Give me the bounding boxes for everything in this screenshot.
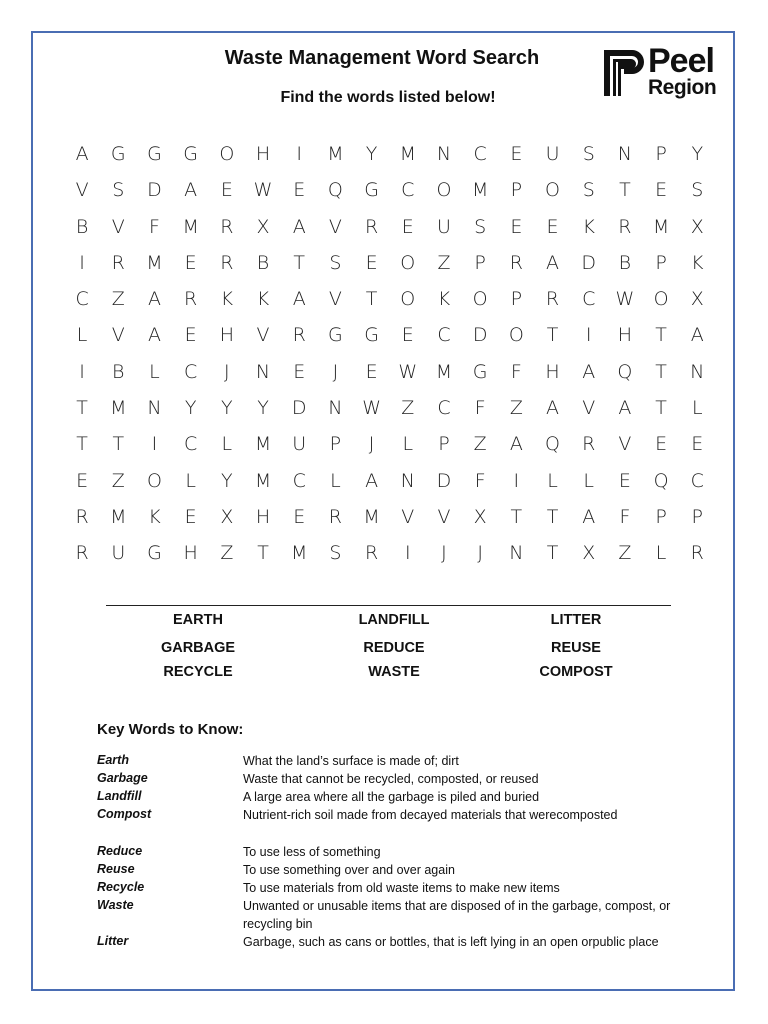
grid-letter[interactable]: U [111,542,126,565]
word-search-grid [64,140,716,576]
grid-letter[interactable]: P [691,505,704,528]
grid-letter[interactable]: G [110,143,126,165]
grid-letter[interactable]: X [690,215,704,238]
grid-letter[interactable]: F [510,360,522,383]
grid-letter[interactable]: W [615,288,635,311]
grid-letter[interactable]: K [582,215,595,238]
grid-letter[interactable]: M [254,433,272,456]
grid-letter[interactable]: T [257,542,269,565]
page-subtitle: Find the words listed below! [280,89,496,106]
grid-letter[interactable]: P [655,143,667,165]
grid-letter[interactable]: Z [618,542,632,565]
grid-letter[interactable]: E [184,505,197,528]
grid-letter[interactable]: O [653,288,669,311]
grid-letter[interactable]: E [546,215,559,238]
grid-letter[interactable]: C [437,324,451,347]
grid-letter[interactable]: X [582,542,596,565]
grid-letter[interactable]: A [147,324,161,347]
grid-letter[interactable]: P [329,433,342,456]
grid-letter[interactable]: E [401,324,414,347]
grid-letter[interactable]: G [183,143,199,165]
grid-letter[interactable]: A [75,143,89,165]
key-word-definition: To use something over and over again [243,863,455,877]
key-word-definition: To use less of something [243,845,381,859]
grid-letter[interactable]: E [184,324,197,347]
grid-letter[interactable]: R [364,542,379,565]
grid-letter[interactable]: J [441,542,447,565]
grid-letter[interactable]: V [75,179,89,202]
word-bank-word: LANDFILL [358,612,430,628]
grid-letter[interactable]: T [655,324,667,347]
grid-letter[interactable]: R [184,288,198,311]
grid-letter[interactable]: E [365,360,378,383]
grid-letter[interactable]: L [655,542,667,565]
grid-letter[interactable]: H [255,505,271,528]
grid-letter[interactable]: P [655,505,667,528]
grid-letter[interactable]: O [146,469,162,492]
grid-letter[interactable]: Q [327,179,343,202]
grid-letter[interactable]: R [690,542,704,565]
grid-letter[interactable]: A [546,251,560,274]
grid-letter[interactable]: P [438,433,450,456]
grid-letter[interactable]: A [582,360,596,383]
grid-letter[interactable]: N [147,397,162,420]
grid-letter[interactable]: J [224,360,230,383]
grid-letter[interactable]: Z [509,397,523,420]
key-word-term: Recycle [97,880,145,894]
word-bank-row [0,612,768,634]
grid-letter[interactable]: D [147,179,162,202]
grid-letter[interactable]: Z [111,469,125,492]
grid-letter[interactable]: F [619,505,631,528]
grid-letter[interactable]: T [365,288,378,311]
grid-letter[interactable]: C [184,433,198,456]
grid-letter[interactable]: A [618,397,632,420]
grid-letter[interactable]: D [436,469,452,492]
grid-letter[interactable]: M [471,179,489,202]
grid-letter[interactable]: I [79,360,85,383]
grid-letter[interactable]: M [291,542,308,565]
grid-row [64,140,716,176]
grid-letter[interactable]: O [400,251,416,274]
word-bank-word: COMPOST [539,664,613,680]
grid-row [64,394,716,430]
grid-letter[interactable]: E [293,505,306,528]
grid-letter[interactable]: G [147,143,162,165]
grid-letter[interactable]: S [582,179,595,202]
grid-letter[interactable]: N [617,143,633,165]
grid-letter[interactable]: L [547,469,558,492]
grid-letter[interactable]: A [292,215,306,238]
grid-letter[interactable]: E [184,251,197,274]
grid-row [64,467,716,503]
grid-letter[interactable]: S [329,251,342,274]
grid-letter[interactable]: V [111,215,125,238]
grid-letter[interactable]: B [112,360,125,383]
grid-row [64,176,716,212]
grid-letter[interactable]: O [472,288,488,311]
grid-letter[interactable]: E [618,469,631,492]
grid-letter[interactable]: G [328,324,343,347]
grid-letter[interactable]: W [398,360,418,383]
grid-letter[interactable]: Z [401,397,415,420]
key-word-term: Litter [97,934,129,948]
grid-letter[interactable]: R [364,215,379,238]
word-bank-row [0,664,768,686]
grid-letter[interactable]: N [328,397,343,420]
grid-letter[interactable]: Y [691,143,704,165]
grid-letter[interactable]: C [690,469,704,492]
grid-letter[interactable]: N [436,143,452,165]
grid-letter[interactable]: T [546,505,559,528]
grid-letter[interactable]: O [219,143,235,165]
grid-letter[interactable]: G [472,360,488,383]
grid-letter[interactable]: Z [220,542,234,565]
grid-letter[interactable]: H [545,360,560,383]
grid-letter[interactable]: C [582,288,596,311]
grid-letter[interactable]: R [292,324,306,347]
grid-letter[interactable]: M [363,505,380,528]
grid-letter[interactable]: T [76,397,88,420]
peel-region-logo [602,44,727,100]
grid-letter[interactable]: M [327,143,344,165]
grid-letter[interactable]: V [618,433,632,456]
grid-letter[interactable]: Y [257,397,269,420]
grid-letter[interactable]: S [112,179,125,202]
grid-letter[interactable]: T [76,433,88,456]
grid-letter[interactable]: R [111,251,125,274]
grid-letter[interactable]: A [147,288,161,311]
grid-letter[interactable]: Q [545,433,561,456]
grid-letter[interactable]: L [691,397,703,420]
word-bank-word: REUSE [551,640,601,656]
grid-letter[interactable]: Z [473,433,487,456]
grid-letter[interactable]: R [220,251,234,274]
grid-letter[interactable]: G [364,179,379,202]
key-words-heading: Key Words to Know: [97,721,244,738]
grid-letter[interactable]: S [582,143,595,165]
grid-letter[interactable]: Z [437,251,451,274]
grid-letter[interactable]: L [149,360,160,383]
grid-letter[interactable]: J [332,360,339,383]
grid-letter[interactable]: F [474,469,486,492]
page-title: Waste Management Word Search [224,47,540,69]
key-word-definition: What the land’s surface is made of; dirt [243,754,459,768]
grid-letter[interactable]: B [75,215,89,238]
grid-letter[interactable]: B [618,251,632,274]
grid-letter[interactable]: W [362,397,381,420]
grid-letter[interactable]: H [617,324,633,347]
grid-letter[interactable]: V [328,215,342,238]
grid-letter[interactable]: E [691,433,704,456]
word-bank-word: RECYCLE [163,664,233,680]
grid-letter[interactable]: E [510,143,523,165]
grid-letter[interactable]: N [509,542,524,565]
grid-letter[interactable]: L [221,433,233,456]
grid-row [64,285,716,321]
grid-letter[interactable]: E [220,179,233,202]
grid-letter[interactable]: D [291,397,307,420]
key-word-definition: Waste that cannot be recycled, composted, or reused [243,772,539,786]
grid-letter[interactable]: V [401,505,415,528]
grid-letter[interactable]: E [655,179,668,202]
grid-letter[interactable]: T [293,251,306,274]
grid-letter[interactable]: K [220,288,234,311]
grid-letter[interactable]: E [401,215,414,238]
grid-letter[interactable]: X [473,505,487,528]
grid-letter[interactable]: S [329,542,342,565]
grid-letter[interactable]: U [545,143,560,165]
grid-letter[interactable]: K [256,288,270,311]
logo-sub: Region [648,76,717,99]
grid-row [64,213,716,249]
divider [106,605,671,606]
grid-letter[interactable]: S [474,215,487,238]
grid-letter[interactable]: I [404,542,411,565]
grid-letter[interactable]: U [292,433,307,456]
grid-letter[interactable]: E [365,251,378,274]
grid-letter[interactable]: A [546,397,560,420]
grid-letter[interactable]: I [151,433,158,456]
grid-letter[interactable]: T [112,433,125,456]
grid-letter[interactable]: K [148,505,161,528]
grid-letter[interactable]: I [585,324,592,347]
grid-row [64,249,716,285]
grid-letter[interactable]: V [111,324,125,347]
grid-letter[interactable]: U [437,215,451,238]
grid-letter[interactable]: W [253,179,273,202]
grid-letter[interactable]: R [618,215,632,238]
grid-letter[interactable]: A [292,288,306,311]
grid-letter[interactable]: N [690,360,705,383]
grid-letter[interactable]: R [328,505,342,528]
grid-letter[interactable]: X [256,215,270,238]
grid-letter[interactable]: I [79,251,85,274]
grid-letter[interactable]: F [474,397,486,420]
grid-letter[interactable]: D [581,251,597,274]
grid-letter[interactable]: N [400,469,415,492]
key-word-definition: Nutrient-rich soil made from decayed materials that werecomposted [243,808,618,822]
grid-letter[interactable]: O [436,179,452,202]
grid-letter[interactable]: G [147,542,162,565]
grid-letter[interactable]: Y [184,397,197,420]
grid-letter[interactable]: T [546,324,559,347]
grid-letter[interactable]: E [76,469,89,492]
grid-letter[interactable]: C [437,397,451,420]
word-bank-word: EARTH [173,612,223,628]
grid-letter[interactable]: T [655,360,667,383]
grid-letter[interactable]: C [473,143,487,165]
key-word-term: Waste [97,898,134,912]
grid-letter[interactable]: I [513,469,520,492]
grid-letter[interactable]: Y [221,469,233,492]
grid-letter[interactable]: L [76,324,88,347]
key-word-term: Earth [97,753,129,767]
grid-letter[interactable]: J [368,433,375,456]
grid-letter[interactable]: C [292,469,306,492]
key-word-term: Compost [97,807,152,821]
grid-row [64,430,716,466]
grid-letter[interactable]: A [509,433,523,456]
grid-letter[interactable]: E [655,433,668,456]
word-bank-word: REDUCE [363,640,425,656]
grid-letter[interactable]: E [510,215,523,238]
word-bank-row [0,640,768,662]
grid-letter[interactable]: A [365,469,379,492]
word-bank-word: LITTER [550,612,602,628]
key-word-definition: Garbage, such as cans or bottles, that is left lying in an open orpublic place [243,935,659,949]
grid-letter[interactable]: R [75,505,89,528]
key-word-definition: To use materials from old waste items to make new items [243,881,560,895]
key-word-definition: Unwanted or unusable items that are disposed of in the garbage, compost, or recycling bin [243,899,671,931]
grid-letter[interactable]: Y [365,143,378,165]
grid-letter[interactable]: O [508,324,524,347]
peel-logo-mark-icon [602,44,646,98]
grid-letter[interactable]: E [293,179,306,202]
grid-letter[interactable]: X [220,505,234,528]
grid-letter[interactable]: X [690,288,704,311]
grid-letter[interactable]: I [296,143,303,165]
grid-letter[interactable]: R [582,433,596,456]
grid-letter[interactable]: A [690,324,704,347]
grid-letter[interactable]: M [110,397,127,420]
grid-letter[interactable]: Y [221,397,233,420]
grid-letter[interactable]: T [546,542,559,565]
grid-letter[interactable]: M [399,143,416,165]
grid-letter[interactable]: Q [653,469,669,492]
grid-letter[interactable]: C [184,360,198,383]
grid-letter[interactable]: A [582,505,596,528]
grid-letter[interactable]: N [255,360,271,383]
grid-letter[interactable]: P [474,251,486,274]
grid-letter[interactable]: L [185,469,196,492]
grid-letter[interactable]: T [655,397,667,420]
grid-letter[interactable]: E [293,360,306,383]
grid-letter[interactable]: C [75,288,89,311]
grid-letter[interactable]: K [437,288,451,311]
grid-letter[interactable]: Z [111,288,125,311]
grid-row [64,321,716,357]
word-bank-word: GARBAGE [160,640,236,656]
grid-letter[interactable]: O [400,288,416,311]
grid-letter[interactable]: R [220,215,234,238]
grid-letter[interactable]: B [256,251,270,274]
grid-letter[interactable]: V [328,288,342,311]
grid-letter[interactable]: L [583,469,595,492]
grid-letter[interactable]: P [655,251,667,274]
grid-letter[interactable]: G [364,324,379,347]
grid-letter[interactable]: V [256,324,270,347]
grid-letter[interactable]: T [619,179,631,202]
grid-letter[interactable]: M [435,360,453,383]
logo-name: Peel [648,42,714,80]
grid-letter[interactable]: S [691,179,704,202]
grid-letter[interactable]: M [110,505,127,528]
grid-letter[interactable]: O [545,179,561,202]
grid-row [64,539,716,575]
grid-letter[interactable]: R [75,542,89,565]
key-word-term: Reduce [97,844,143,858]
grid-letter[interactable]: H [255,143,271,165]
grid-letter[interactable]: F [149,215,160,238]
grid-letter[interactable]: H [219,324,234,347]
grid-letter[interactable]: M [182,215,199,238]
key-word-term: Garbage [97,771,148,785]
grid-letter[interactable]: R [509,251,523,274]
grid-letter[interactable]: D [472,324,488,347]
grid-letter[interactable]: M [652,215,670,238]
grid-letter[interactable]: K [691,251,704,274]
grid-letter[interactable]: P [510,179,523,202]
grid-letter[interactable]: Q [617,360,633,383]
grid-row [64,358,716,394]
grid-letter[interactable]: H [183,542,198,565]
grid-letter[interactable]: P [510,288,523,311]
grid-letter[interactable]: V [582,397,596,420]
grid-letter[interactable]: L [330,469,341,492]
key-word-term: Landfill [97,789,142,803]
grid-letter[interactable]: J [477,542,483,565]
word-bank-word: WASTE [368,664,420,680]
key-word-term: Reuse [97,862,135,876]
grid-letter[interactable]: C [401,179,415,202]
grid-letter[interactable]: M [146,251,163,274]
key-word-definition: A large area where all the garbage is piled and buried [243,790,540,804]
grid-letter[interactable]: L [402,433,414,456]
grid-letter[interactable]: A [184,179,198,202]
grid-letter[interactable]: M [254,469,272,492]
grid-letter[interactable]: R [545,288,560,311]
grid-letter[interactable]: T [510,505,523,528]
grid-letter[interactable]: V [437,505,451,528]
grid-row [64,503,716,539]
